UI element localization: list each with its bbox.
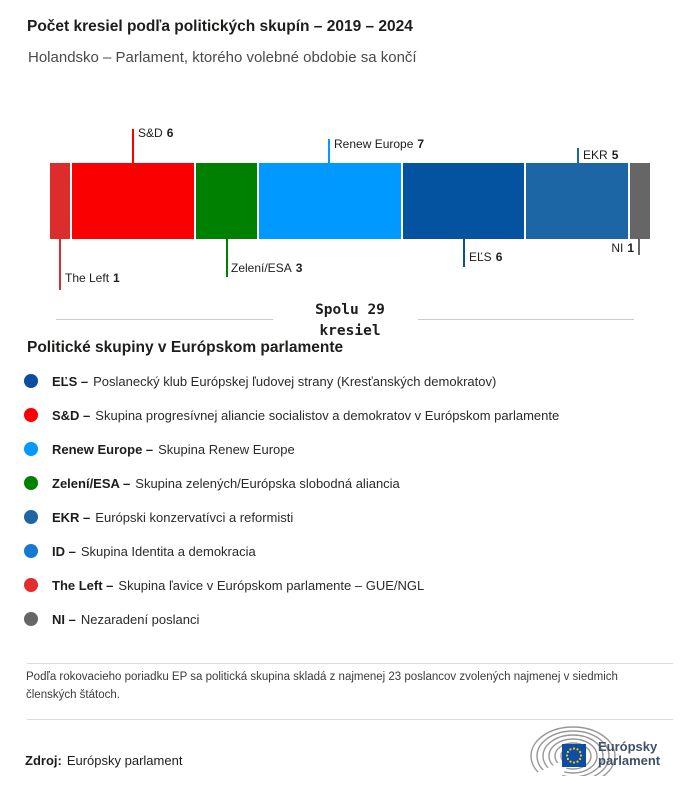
legend-dot-els <box>24 374 38 388</box>
legend-desc: Skupina zelených/Európska slobodná aliancia <box>135 475 400 491</box>
legend-text-zeleni-esa <box>52 476 400 491</box>
callout-line-renew <box>328 139 330 163</box>
legend-dot-renew <box>24 442 38 456</box>
legend-abbr: The Left – <box>52 577 114 593</box>
callout-line-zeleni-esa <box>226 239 228 277</box>
logo-text-line2: parlament <box>598 753 661 768</box>
legend-text-sd <box>52 408 559 423</box>
callout-label-sd <box>138 126 173 140</box>
logo-text-line1: Európsky <box>598 739 658 754</box>
callout-zeleni-esa-seats: 3 <box>295 261 303 275</box>
callout-label-zeleni-esa <box>231 261 302 275</box>
legend-text-renew <box>52 442 295 457</box>
page-title: Počet kresiel podľa politických skupín – 2019 – 2024 <box>27 18 413 35</box>
legend-text-ni <box>52 612 199 627</box>
callout-line-ekr <box>577 148 579 163</box>
legend-item-id <box>24 534 684 568</box>
callout-ekr-seats: 5 <box>611 148 619 162</box>
legend-desc: Poslanecký klub Európskej ľudovej strany (Kresťanských demokratov) <box>93 373 497 389</box>
legend-desc: Európski konzervatívci a reformisti <box>95 509 294 525</box>
callout-line-els <box>463 239 465 267</box>
callout-line-ni <box>638 239 640 255</box>
legend-text-id <box>52 544 256 559</box>
legend-abbr: EKR – <box>52 509 91 525</box>
seat-bar <box>50 163 650 239</box>
footer-divider-bottom <box>27 719 673 720</box>
legend-heading: Politické skupiny v Európskom parlamente <box>27 339 344 356</box>
legend-dot-id <box>24 544 38 558</box>
legend-abbr: NI – <box>52 611 76 627</box>
total-seats <box>0 300 700 342</box>
legend-desc: Nezaradení poslanci <box>80 611 200 627</box>
legend-item-els <box>24 364 684 398</box>
legend-dot-the-left <box>24 578 38 592</box>
legend-item-zeleni-esa <box>24 466 684 500</box>
callout-sd-name: S&D <box>138 126 163 140</box>
legend-text-ekr <box>52 510 293 525</box>
footer-divider-top <box>27 663 673 664</box>
callout-els-name: EĽS <box>469 250 492 264</box>
legend-dot-ni <box>24 612 38 626</box>
total-seats-line1: Spolu 29 <box>315 302 385 318</box>
footnote: Podľa rokovacieho poriadku EP sa politická skupina skladá z najmenej 23 poslancov zvolených najmenej v siedmich členských štátoch. <box>26 671 618 701</box>
page-subtitle: Holandsko – Parlament, ktorého volebné obdobie sa končí <box>28 49 417 66</box>
legend-item-ni <box>24 602 684 636</box>
legend-text-els <box>52 374 496 389</box>
bar-segment-ni <box>630 163 650 239</box>
callout-label-ekr <box>583 148 618 162</box>
callout-renew-name: Renew Europe <box>334 137 414 151</box>
legend-desc: Skupina Renew Europe <box>158 441 295 457</box>
callout-label-ni <box>560 241 634 255</box>
legend-desc: Skupina ľavice v Európskom parlamente – GUE/NGL <box>118 577 425 593</box>
callout-line-the-left <box>59 239 61 290</box>
source-label: Zdroj: <box>25 753 62 768</box>
bar-segment-ekr <box>526 163 627 239</box>
bar-segment-sd <box>72 163 194 239</box>
bar-segment-els <box>403 163 525 239</box>
legend-abbr: Zelení/ESA – <box>52 475 131 491</box>
legend-dot-sd <box>24 408 38 422</box>
legend-item-sd <box>24 398 684 432</box>
callout-zeleni-esa-name: Zelení/ESA <box>231 261 292 275</box>
callout-label-renew <box>334 137 424 151</box>
callout-els-seats: 6 <box>495 250 503 264</box>
callout-label-els <box>469 250 502 264</box>
bar-segment-zeleni-esa <box>196 163 257 239</box>
bar-segment-renew-europe <box>259 163 401 239</box>
callout-the-left-seats: 1 <box>113 271 120 285</box>
legend-dot-ekr <box>24 510 38 524</box>
bar-segment-the-left <box>50 163 70 239</box>
total-seats-line2: kresiel <box>319 323 381 339</box>
european-parliament-logo <box>528 722 698 776</box>
legend-abbr: ID – <box>52 543 76 559</box>
callout-ni-seats: 1 <box>627 241 634 255</box>
legend-item-ekr <box>24 500 684 534</box>
legend-abbr: EĽS – <box>52 373 89 389</box>
legend-desc: Skupina progresívnej aliancie socialistov a demokratov v Európskom parlamente <box>95 407 560 423</box>
callout-ni-name: NI <box>611 241 624 255</box>
callout-line-sd <box>132 129 134 163</box>
legend-list <box>24 364 684 636</box>
legend-item-the-left <box>24 568 684 602</box>
legend-item-renew <box>24 432 684 466</box>
callout-renew-seats: 7 <box>417 137 425 151</box>
callout-ekr-name: EKR <box>583 148 608 162</box>
legend-dot-zeleni-esa <box>24 476 38 490</box>
source-text: Európsky parlament <box>66 753 183 768</box>
callout-label-the-left <box>65 271 120 285</box>
callout-sd-seats: 6 <box>166 126 174 140</box>
legend-desc: Skupina Identita a demokracia <box>80 543 256 559</box>
source-line <box>25 753 182 768</box>
legend-abbr: Renew Europe – <box>52 441 154 457</box>
callout-the-left-name: The Left <box>65 271 110 285</box>
legend-abbr: S&D – <box>52 407 91 423</box>
legend-text-the-left <box>52 578 424 593</box>
